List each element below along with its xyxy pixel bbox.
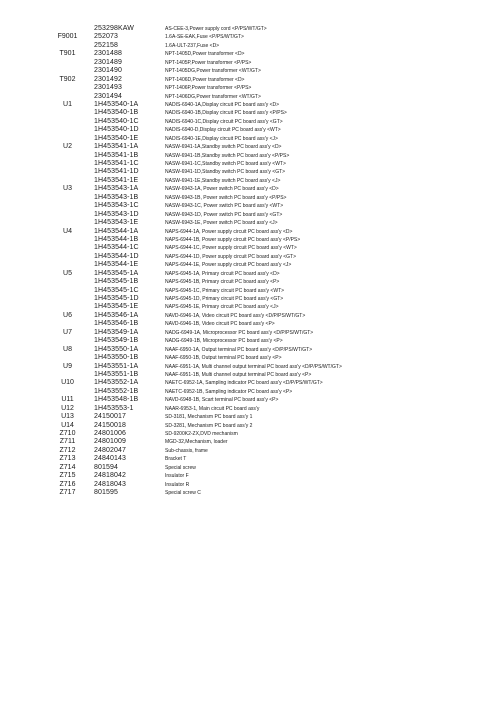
part-row — [0, 135, 500, 143]
part-description: NAPS-6944-1B, Power supply circuit PC board ass'y <P/PS> — [165, 236, 301, 243]
part-description: Special screw C — [165, 490, 201, 497]
part-description: NADG-6949-1A, Microprocessor PC board ass'y <D/P/PS/WT/GT> — [165, 329, 314, 336]
part-description: NADIS-6940-1C,Display circuit PC board ass'y <GT> — [165, 118, 283, 125]
part-number: 801594 — [94, 463, 118, 471]
part-number: 1H453540-1E — [94, 134, 139, 142]
part-description: NAAF-6950-1B, Output terminal PC board ass'y <P> — [165, 355, 282, 362]
part-row — [0, 177, 500, 185]
reference-designator: Z715 — [59, 472, 76, 480]
part-row — [0, 481, 500, 489]
part-row — [0, 363, 500, 371]
part-number: 1H453541-1A — [94, 143, 139, 151]
part-number: 1H453549-1B — [94, 337, 139, 345]
part-row — [0, 67, 500, 75]
part-number: 801595 — [94, 489, 118, 497]
part-description: NAAF-6951-1B, Multi channel output terminal PC board ass'y <P> — [165, 371, 312, 378]
part-number: 24802047 — [94, 446, 126, 454]
part-row — [0, 244, 500, 252]
part-description: Bracket T — [165, 456, 187, 463]
part-number: 1H453552-1B — [94, 387, 139, 395]
part-row — [0, 160, 500, 168]
part-description: NAETC-6952-1A, Sampling indicator PC board ass'y <D/P/PS/WT/GT> — [165, 380, 323, 387]
reference-designator: T902 — [59, 75, 76, 83]
part-row — [0, 59, 500, 67]
part-row — [0, 371, 500, 379]
reference-designator: U2 — [63, 143, 72, 151]
part-description: NADIS-6940-D,Display circuit PC board ass'y <WT> — [165, 127, 281, 134]
part-description: AS-CEE-3,Power supply cord <P/PS/WT/GT> — [165, 26, 267, 32]
part-number: 1H453548-1B — [94, 396, 139, 404]
part-description: NADIS-6940-1A,Display circuit PC board ass'y <D> — [165, 101, 280, 108]
reference-designator: U10 — [61, 379, 74, 387]
part-number: 1H453544-1C — [94, 244, 139, 252]
part-row — [0, 320, 500, 328]
part-description: Sub-chassis, frame — [165, 447, 208, 454]
part-row — [0, 422, 500, 430]
reference-designator: Z714 — [59, 463, 76, 471]
part-description: NASW-6943-1A, Power switch PC board ass'y <D> — [165, 186, 279, 193]
part-row — [0, 84, 500, 92]
reference-designator: Z717 — [59, 489, 76, 497]
part-description: NAPS-6944-1C, Power supply circuit PC board ass'y <WT> — [165, 245, 297, 252]
part-row — [0, 337, 500, 345]
reference-designator: U14 — [61, 421, 74, 429]
part-row — [0, 118, 500, 126]
part-row — [0, 346, 500, 354]
part-description: NAPS-6945-1E, Primary circuit PC board ass'y <J> — [165, 304, 279, 311]
part-number: 1H453544-1A — [94, 227, 139, 235]
part-description: NAPS-6944-1A, Power supply circuit PC board ass'y <D> — [165, 228, 293, 235]
reference-designator: F9001 — [57, 33, 78, 41]
part-description: NAAR-6953-1, Main circuit PC board ass'y — [165, 405, 260, 412]
part-row — [0, 228, 500, 236]
part-description: NAPS-6945-1A, Primary circuit PC board ass'y <D> — [165, 270, 280, 277]
part-description: NPT-1405P,Power transformer <P/PS> — [165, 59, 252, 66]
part-number: 1H453540-1A — [94, 100, 139, 108]
part-row — [0, 287, 500, 295]
reference-designator: U8 — [63, 345, 72, 353]
part-row — [0, 253, 500, 261]
part-number: 1H453545-1D — [94, 295, 139, 302]
part-row — [0, 202, 500, 210]
part-number: 2301494 — [94, 92, 122, 100]
part-description: NASW-6941-1D,Standby switch PC board ass'y <GT> — [165, 169, 286, 176]
part-row — [0, 168, 500, 176]
reference-designator: Z716 — [59, 480, 76, 488]
part-description: NAPS-6944-1E, Power supply circuit PC board ass'y <J> — [165, 262, 292, 269]
part-number: 1H453540-1C — [94, 117, 139, 125]
part-row — [0, 430, 500, 438]
part-number: 1H453551-1B — [94, 370, 139, 378]
part-description: NAPS-6945-1B, Primary circuit PC board ass'y <P> — [165, 279, 280, 286]
part-row — [0, 185, 500, 193]
part-row — [0, 278, 500, 286]
part-number: 24818042 — [94, 472, 126, 480]
part-description: NADIS-6940-1E,Display circuit PC board ass'y <J> — [165, 135, 278, 142]
part-row — [0, 396, 500, 404]
part-description: NASW-6941-1C,Standby switch PC board ass'y <WT> — [165, 161, 286, 167]
part-number: 1H453540-1D — [94, 126, 139, 134]
reference-designator: U3 — [63, 185, 72, 193]
part-row — [0, 438, 500, 446]
reference-designator: U11 — [61, 396, 74, 404]
part-row — [0, 101, 500, 109]
part-description: NPT-1406D,Power transformer <D> — [165, 76, 245, 83]
part-row — [0, 50, 500, 58]
part-number: 2301492 — [94, 75, 122, 83]
part-number: 1H453544-1B — [94, 235, 139, 243]
part-row — [0, 109, 500, 117]
part-row — [0, 93, 500, 101]
part-number: 1H453544-1E — [94, 261, 139, 269]
part-row — [0, 329, 500, 337]
reference-designator: Z710 — [59, 430, 76, 437]
part-number: 1H453544-1D — [94, 252, 139, 260]
part-description: NADG-6949-1B, Microprocessor PC board ass'y <P> — [165, 338, 283, 345]
part-number: 1H453541-1E — [94, 176, 139, 184]
part-description: NAVD-6946-1A, Video circuit PC board ass'y <D/P/PS/WT/GT> — [165, 312, 306, 319]
part-row — [0, 354, 500, 362]
part-number: 1H453540-1B — [94, 109, 139, 117]
part-number: 1H453543-1C — [94, 202, 139, 210]
reference-designator: U5 — [63, 269, 72, 277]
part-number: 24150017 — [94, 413, 126, 421]
part-description: NAETC-6952-1B, Sampling indicator PC board ass'y <P> — [165, 388, 293, 395]
part-number: 1H453551-1A — [94, 362, 139, 370]
part-row — [0, 303, 500, 311]
part-description: NAPS-6945-1C, Primary circuit PC board ass'y <WT> — [165, 287, 285, 294]
part-number: 24150018 — [94, 421, 126, 429]
part-description: Special screw — [165, 464, 196, 471]
part-description: NASW-6943-1C, Power switch PC board ass'y <WT> — [165, 203, 284, 210]
part-description: 1.6A-SE-EAK,Fuse <P/PS/WT/GT> — [165, 34, 244, 41]
part-number: 1H453541-1D — [94, 168, 139, 176]
part-number: 2301489 — [94, 58, 122, 66]
part-number: 2301493 — [94, 84, 122, 92]
part-number: 24840143 — [94, 455, 126, 463]
part-number: 1H453550-1B — [94, 354, 139, 362]
part-description: NASW-6943-1E, Power switch PC board ass'y <J> — [165, 220, 278, 227]
part-description: NAAF-6950-1A, Output terminal PC board ass'y <D/P/PS/WT/GT> — [165, 346, 313, 353]
part-row — [0, 236, 500, 244]
part-number: 1H453545-1B — [94, 278, 139, 286]
part-number: 1H453550-1A — [94, 345, 139, 353]
part-description: SD-3181, Mechanism PC board ass'y 1 — [165, 414, 253, 421]
part-number: 252073 — [94, 33, 118, 41]
part-description: NASW-6941-1B,Standby switch PC board ass'y <P/PS> — [165, 152, 290, 159]
part-description: Insulator F — [165, 473, 189, 480]
reference-designator: U13 — [61, 413, 74, 421]
part-row — [0, 413, 500, 421]
part-number: 1H453541-1C — [94, 160, 139, 167]
part-number: 1H453549-1A — [94, 328, 139, 336]
part-row — [0, 447, 500, 455]
part-number: 1H453543-1D — [94, 210, 139, 218]
part-number: 1H453545-1A — [94, 269, 139, 277]
part-number: 1H453552-1A — [94, 379, 139, 387]
reference-designator: U9 — [63, 362, 72, 370]
part-number: 1H453553-1 — [94, 404, 134, 412]
reference-designator: Z712 — [59, 446, 76, 454]
reference-designator: U6 — [63, 311, 72, 319]
reference-designator: U7 — [63, 328, 72, 336]
part-description: NASW-6943-1B, Power switch PC board ass'y <P/PS> — [165, 194, 287, 201]
part-row — [0, 472, 500, 480]
part-description: NAPS-6945-1D, Primary circuit PC board ass'y <GT> — [165, 296, 284, 302]
part-description: NAPS-6944-1D, Power supply circuit PC board ass'y <GT> — [165, 253, 297, 260]
reference-designator: U4 — [63, 227, 72, 235]
reference-designator: T901 — [59, 50, 76, 58]
part-row — [0, 455, 500, 463]
reference-designator: U1 — [63, 100, 72, 108]
part-row — [0, 42, 500, 50]
part-row — [0, 295, 500, 303]
part-number: 1H453545-1C — [94, 286, 139, 294]
part-row — [0, 379, 500, 387]
part-row — [0, 270, 500, 278]
part-number: 1H453543-1E — [94, 219, 139, 227]
part-number: 1H453543-1A — [94, 185, 139, 193]
reference-designator: Z713 — [59, 455, 76, 463]
part-description: NPT-1406DG,Power transformer <WT/GT> — [165, 93, 261, 100]
part-row — [0, 219, 500, 227]
part-description: NASW-6943-1D, Power switch PC board ass'y <GT> — [165, 211, 283, 218]
part-description: NAVD-6948-1B, Scart terminal PC board ass'y <P> — [165, 397, 279, 404]
part-description: 1.6A-ULT-237,Fuse <D> — [165, 42, 220, 49]
part-row — [0, 464, 500, 472]
part-row — [0, 126, 500, 134]
part-number: 1H453546-1A — [94, 311, 139, 319]
part-description: NAAF-6951-1A, Multi channel output terminal PC board ass'y <D/P/PS/WT/GT> — [165, 363, 342, 370]
part-row — [0, 194, 500, 202]
part-row — [0, 388, 500, 396]
part-row — [0, 261, 500, 269]
part-number: 253298KAW — [94, 25, 134, 32]
part-row — [0, 312, 500, 320]
reference-designator: Z711 — [59, 438, 76, 446]
part-row — [0, 405, 500, 413]
part-row — [0, 489, 500, 497]
part-row — [0, 211, 500, 219]
part-number: 1H453545-1E — [94, 303, 139, 311]
part-number: 1H453546-1B — [94, 320, 139, 328]
part-row — [0, 33, 500, 41]
part-description: NPT-1405DG,Power transformer <WT/GT> — [165, 68, 261, 75]
part-description: NPT-1405D,Power transformer <D> — [165, 51, 245, 58]
part-row — [0, 25, 500, 33]
part-number: 1H453543-1B — [94, 193, 139, 201]
part-number: 2301490 — [94, 67, 122, 75]
part-description: SD-3281, Mechanism PC board ass'y 2 — [165, 422, 253, 429]
part-description: NASW-6941-1E,Standby switch PC board ass'y <J> — [165, 177, 281, 184]
part-description: NPT-1406P,Power transformer <P/PS> — [165, 85, 252, 92]
part-number: 24801006 — [94, 430, 126, 437]
part-number: 1H453541-1B — [94, 151, 139, 159]
part-description: SD-9200K2-ZX,DVD mechanism — [165, 431, 238, 437]
part-row — [0, 152, 500, 160]
part-number: 2301488 — [94, 50, 122, 58]
reference-designator: U12 — [61, 404, 74, 412]
part-row — [0, 143, 500, 151]
part-number: 24801009 — [94, 438, 126, 446]
part-description: MGD-32,Mechanism, loader — [165, 439, 228, 446]
part-description: NASW-6941-1A,Standby switch PC board ass'y <D> — [165, 144, 282, 151]
parts-list — [0, 25, 500, 498]
part-description: Insulator R — [165, 481, 190, 488]
part-row — [0, 76, 500, 84]
part-number: 24818043 — [94, 480, 126, 488]
part-description: NAVD-6946-1B, Video circuit PC board ass'y <P> — [165, 321, 275, 328]
part-description: NADIS-6940-1B,Display circuit PC board ass'y <P/PS> — [165, 110, 287, 117]
part-number: 252158 — [94, 41, 118, 49]
